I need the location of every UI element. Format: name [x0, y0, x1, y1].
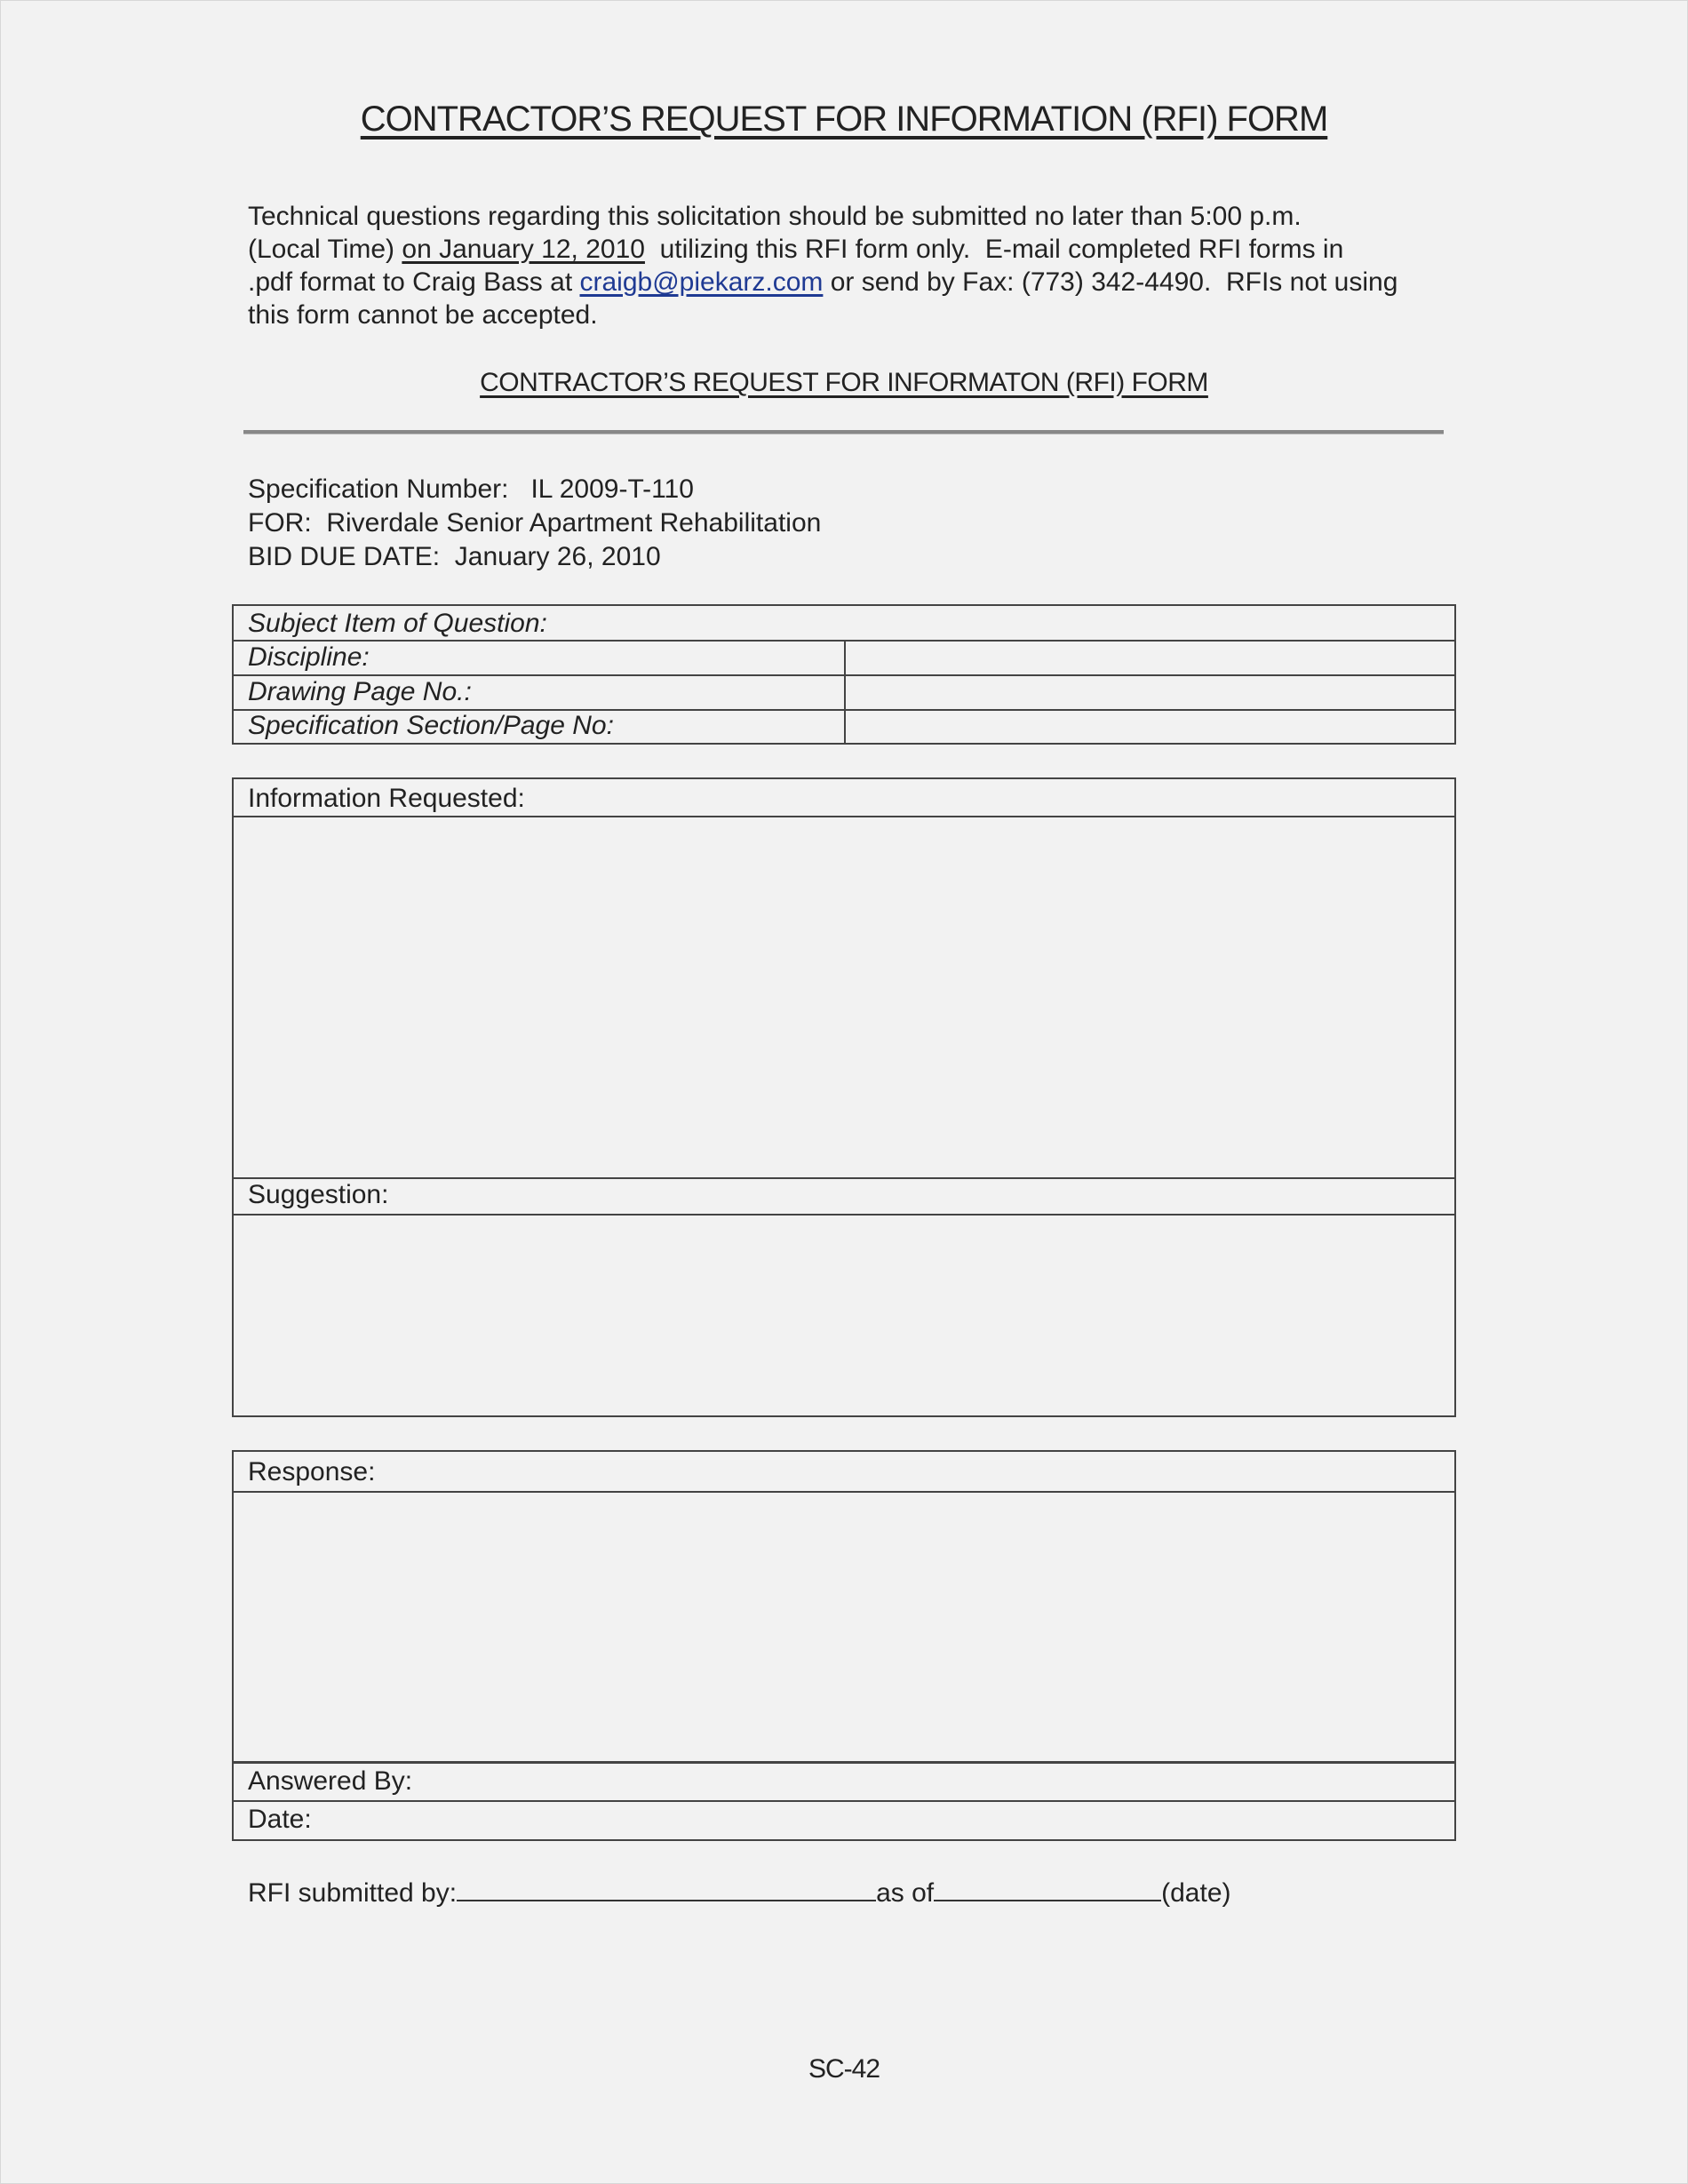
section-divider — [243, 430, 1444, 434]
response-label: Response: — [248, 1457, 376, 1487]
date-label: Date: — [248, 1805, 312, 1834]
instructions-paragraph — [248, 200, 1474, 331]
specification-block — [248, 473, 821, 574]
response-box — [232, 1450, 1456, 1841]
instructions-line-1: Technical questions regarding this solicitation should be submitted no later than 5:00 p.m. — [248, 202, 1302, 231]
question-table — [232, 604, 1456, 745]
information-requested-field[interactable] — [234, 817, 1454, 1177]
project-for: FOR: Riverdale Senior Apartment Rehabilitation — [248, 508, 822, 538]
submission-line — [248, 1875, 1231, 1909]
submission-date-field[interactable] — [934, 1875, 1161, 1901]
page-number: SC-42 — [808, 2054, 880, 2084]
instructions-line-3: .pdf format to Craig Bass at craigb@piekarz.com or send by Fax: (773) 342-4490. RFIs not using — [248, 267, 1398, 297]
email-link[interactable]: craigb@piekarz.com — [579, 267, 824, 297]
suggestion-label: Suggestion: — [248, 1180, 389, 1209]
as-of-label: as of — [876, 1878, 935, 1908]
row-divider — [234, 1761, 1454, 1764]
submitted-by-label: RFI submitted by: — [248, 1878, 458, 1908]
spec-section-field[interactable] — [847, 711, 1454, 743]
deadline-date: on January 12, 2010 — [402, 235, 645, 264]
column-divider — [844, 640, 846, 745]
row-divider — [234, 1800, 1454, 1802]
form-subtitle: CONTRACTOR’S REQUEST FOR INFORMATON (RFI) FORM — [480, 368, 1208, 397]
information-requested-label: Information Requested: — [248, 784, 525, 813]
bid-due-date: BID DUE DATE: January 26, 2010 — [248, 542, 661, 571]
information-box — [232, 777, 1456, 1417]
form-title: CONTRACTOR’S REQUEST FOR INFORMATION (RFI) FORM — [360, 100, 1328, 139]
submitted-by-field[interactable] — [457, 1875, 876, 1901]
discipline-label: Discipline: — [248, 642, 370, 672]
suggestion-field[interactable] — [234, 1216, 1454, 1415]
drawing-page-field[interactable] — [847, 676, 1454, 708]
answered-by-label: Answered By: — [248, 1766, 413, 1796]
row-divider — [234, 1177, 1454, 1179]
drawing-page-label: Drawing Page No.: — [248, 677, 472, 706]
instructions-line-2: (Local Time) on January 12, 2010 utilizing this RFI form only. E-mail completed RFI forms in — [248, 235, 1344, 264]
response-field[interactable] — [234, 1493, 1454, 1761]
discipline-field[interactable] — [847, 642, 1454, 674]
spec-section-label: Specification Section/Page No: — [248, 711, 614, 740]
subject-label: Subject Item of Question: — [248, 609, 547, 638]
spec-number: Specification Number: IL 2009-T-110 — [248, 474, 694, 504]
date-suffix-label: (date) — [1161, 1878, 1231, 1908]
instructions-line-4: this form cannot be accepted. — [248, 300, 598, 330]
